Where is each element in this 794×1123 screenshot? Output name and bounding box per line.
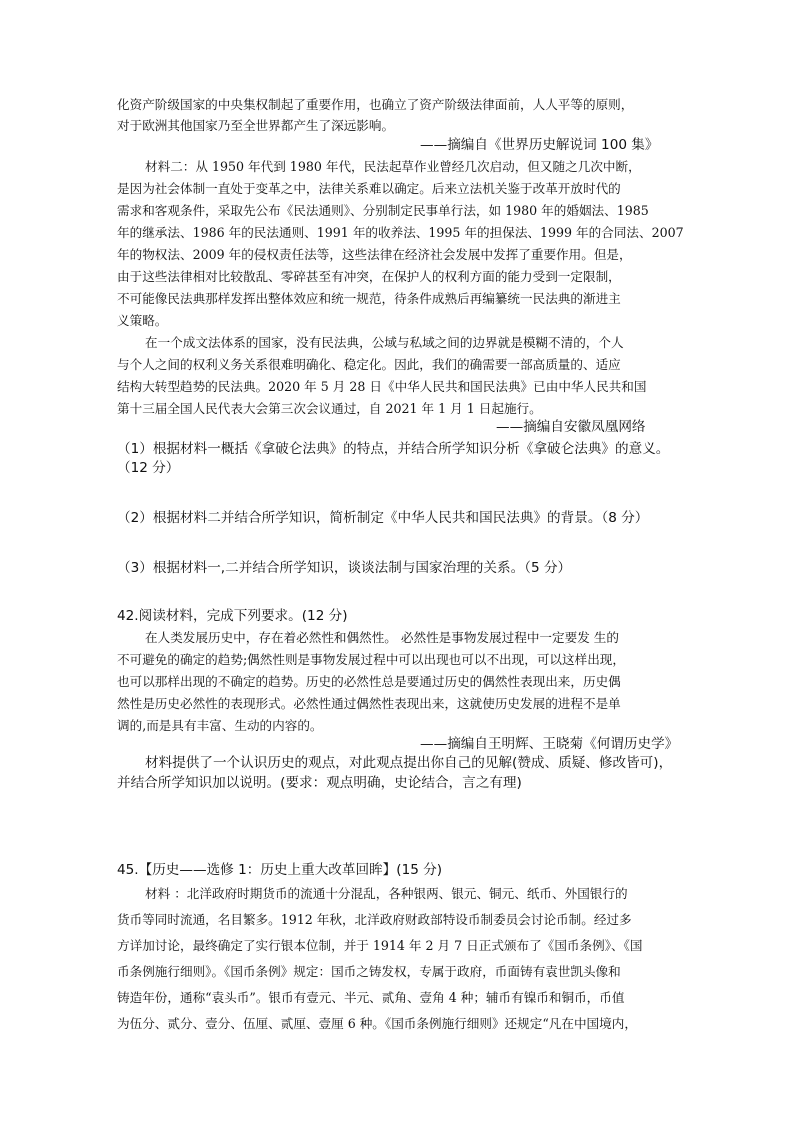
q45-material-line-1: 材料 ：北洋政府时期货币的流通十分混乱，各种银两、银元、铜元、纸币、外国银行的 — [145, 886, 628, 901]
question-2: （2）根据材料二并结合所学知识，简析制定《中华人民共和国民法典》的背景。（8 分） — [117, 510, 649, 526]
material2-line-8: 义策略。 — [117, 313, 168, 328]
q42-material-line-1: 在人类发展历史中，存在着必然性和偶然性。 必然性是事物发展过程中一定要发 生的 — [145, 630, 619, 645]
material2-line-6: 由于这些法律相对比较散乱、零碎甚至有冲突，在保护人的权利方面的能力受到一定限制， — [117, 269, 621, 284]
material2-line-12: 第十三届全国人民代表大会第三次会议通过，自 2021 年 1 月 1 日起施行。 — [117, 401, 542, 416]
material2-line-7: 不可能像民法典那样发挥出整体效应和统一规范，待条件成熟后再编纂统一民法典的渐进主 — [117, 291, 621, 306]
material1-line-2: 对于欧洲其他国家乃至全世界都产生了深远影响。 — [117, 118, 395, 133]
material2-line-4: 年的继承法、1986 年的民法通则、1991 年的收养法、1995 年的担保法、1999 年的合同法、2007 — [117, 225, 684, 240]
q45-material-line-4: 币条例施行细则》。《国币条例》规定：国币之铸发权，专属于政府，币面铸有袁世凯头像和 — [117, 964, 621, 979]
q45-material-line-5: 铸造年份，通称“袁头币”。银币有壹元、半元、贰角、壹角 4 种；辅币有镍币和铜币，币值 — [117, 990, 625, 1005]
q42-material-line-3: 也可以那样出现的不确定的趋势。历史的必然性总是要通过历史的偶然性表现出来，历史偶 — [117, 674, 621, 689]
material2-line-1: 材料二：从 1950 年代到 1980 年代，民法起草作业曾经几次启动，但又随之几次中断， — [145, 159, 641, 174]
q42-material-line-4: 然性是历史必然性的表现形式。必然性通过偶然性表现出来，这就使历史发展的进程不是单 — [117, 696, 621, 711]
question-1: （1）根据材料一概括《拿破仑法典》的特点，并结合所学知识分析《拿破仑法典》的意义。 — [117, 441, 670, 457]
q45-material-line-3: 方详加讨论，最终确定了实行银本位制，并于 1914 年 2 月 7 日正式颁布了《国币条例》、《国 — [117, 938, 643, 953]
question-45-heading: 45.【历史——选修 1：历史上重大改革回眸】(15 分) — [117, 862, 443, 878]
q42-source: ——摘编自王明辉、王晓菊《何谓历史学》 — [420, 736, 679, 752]
material2-line-5: 年的物权法、2009 年的侵权责任法等，这些法律在经济社会发展中发挥了重要作用。但是， — [117, 247, 632, 262]
q42-task-line-2: 并结合所学知识加以说明。(要求：观点明确，史论结合，言之有理) — [117, 775, 522, 791]
material2-line-2: 是因为社会体制一直处于变革之中，法律关系难以确定。后来立法机关鉴于改革开放时代的 — [117, 181, 621, 196]
q42-material-line-5: 调的,而是具有丰富、生动的内容的。 — [117, 718, 323, 733]
material1-source: ——摘编自《世界历史解说词 100 集》 — [420, 137, 659, 153]
q42-material-line-2: 不可避免的确定的趋势;偶然性则是事物发展过程中可以出现也可以不出现，可以这样出现， — [117, 652, 625, 667]
material2-line-3: 需求和客观条件，采取先公布《民法通则》、分别制定民事单行法，如 1980 年的婚姻法、1985 — [117, 203, 649, 218]
question-1-score: （12 分） — [117, 460, 180, 476]
material2-line-11: 结构大转型趋势的民法典。2020 年 5 月 28 日《中华人民共和国民法典》已由中华人民共和国 — [117, 379, 647, 394]
q45-material-line-6: 为伍分、贰分、壹分、伍厘、贰厘、壹厘 6 种。《国币条例施行细则》还规定“凡在中国境内， — [117, 1016, 637, 1031]
q45-material-line-2: 货币等同时流通，名目繁多。1912 年秋，北洋政府财政部特设币制委员会讨论币制。经过多 — [117, 912, 632, 927]
material2-line-9: 在一个成文法体系的国家，没有民法典，公域与私域之间的边界就是模糊不清的，个人 — [145, 335, 624, 350]
question-42-heading: 42.阅读材料，完成下列要求。(12 分) — [117, 608, 348, 624]
material1-line-1: 化资产阶级国家的中央集权制起了重要作用，也确立了资产阶级法律面前，人人平等的原则， — [117, 97, 634, 112]
q42-task-line-1: 材料提供了一个认识历史的观点，对此观点提出你自己的见解(赞成、质疑、修改皆可)， — [145, 755, 673, 771]
material2-line-10: 与个人之间的权利义务关系很难明确化、稳定化。因此，我们的确需要一部高质量的、适应 — [117, 357, 621, 372]
material2-source: ——摘编自安徽凤凰网络 — [496, 419, 646, 435]
question-3: （3）根据材料一,二并结合所学知识，谈谈法制与国家治理的关系。（5 分） — [117, 560, 572, 576]
